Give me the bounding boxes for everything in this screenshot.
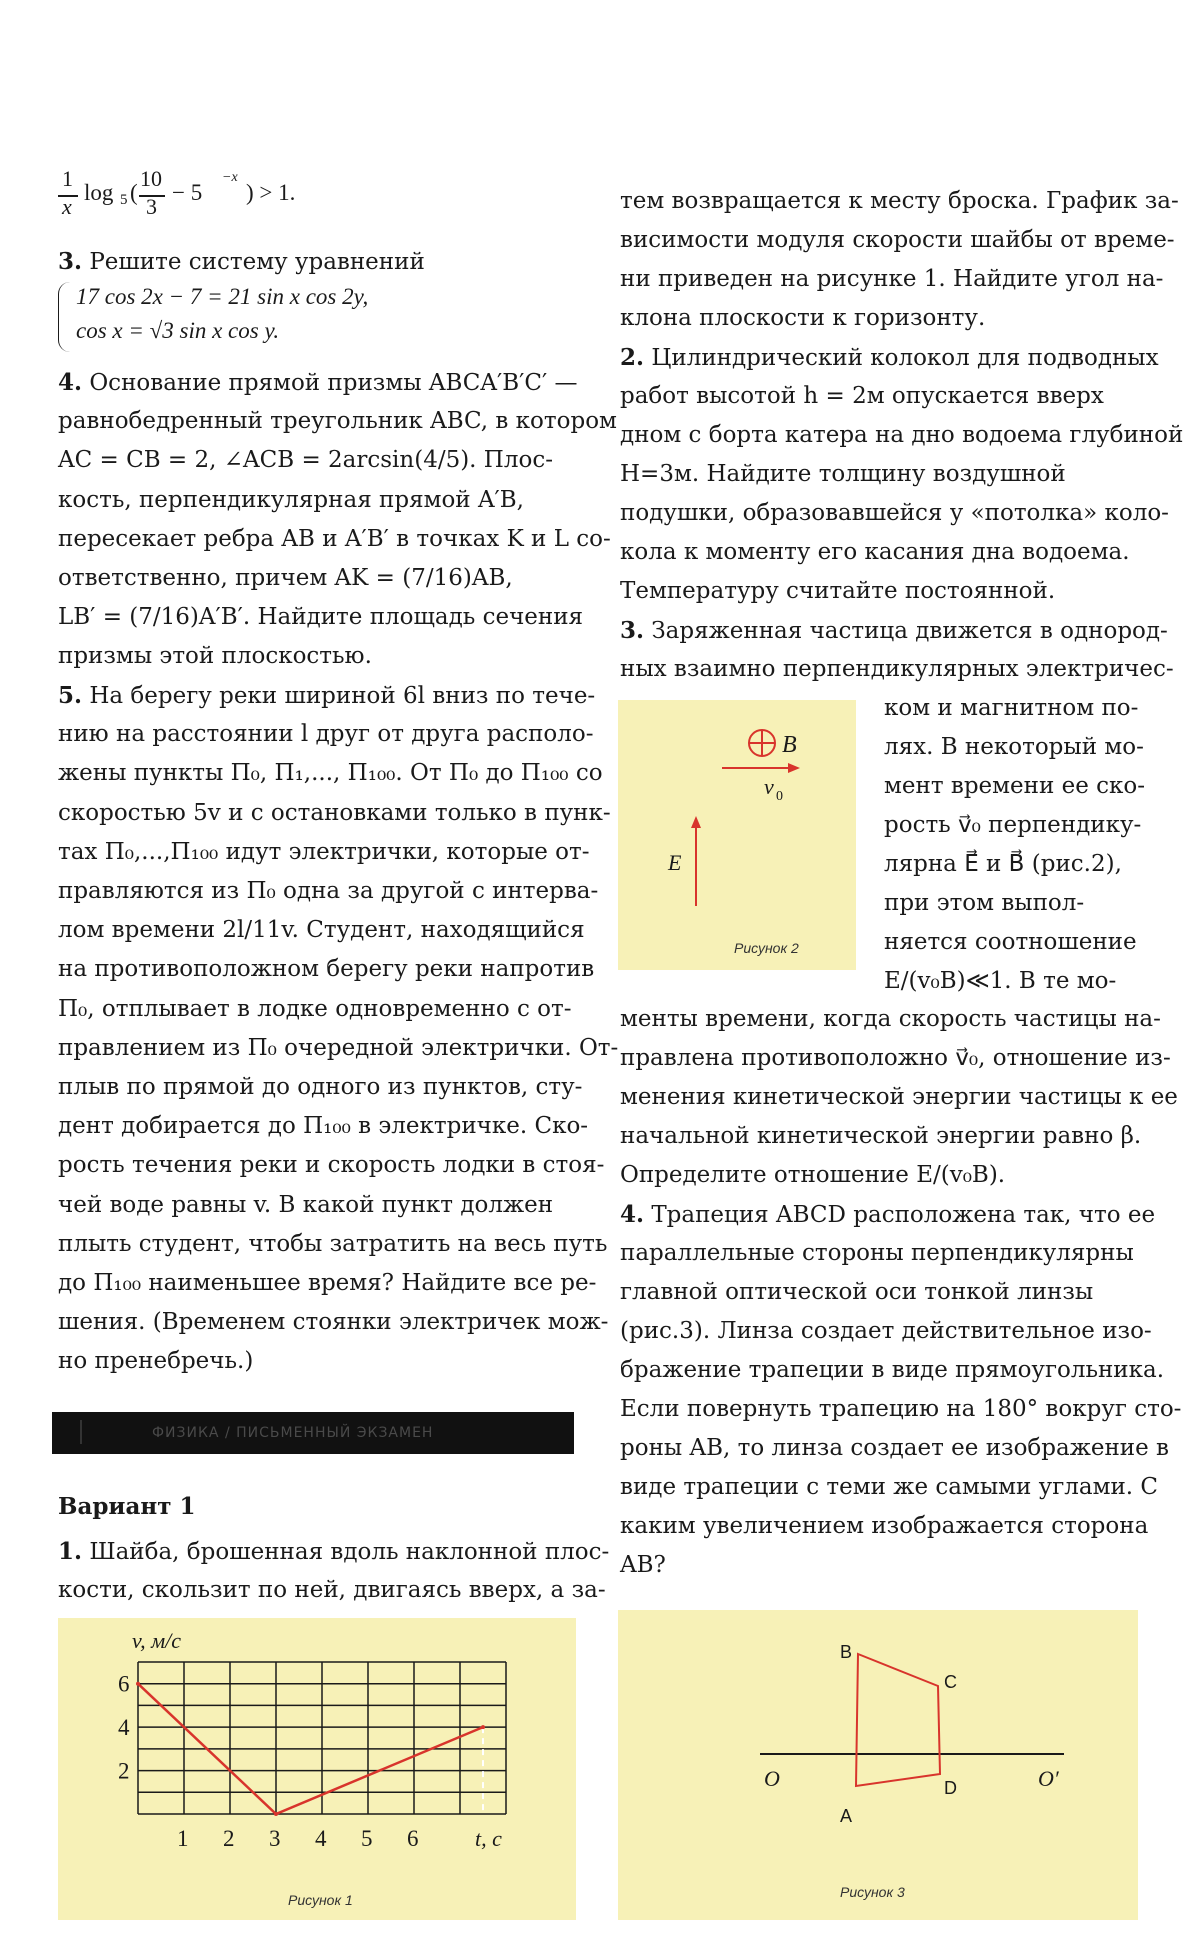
text-line	[58, 1571, 606, 1610]
y-tick-label: 4	[118, 1715, 130, 1741]
text-line	[620, 1507, 1148, 1546]
text-line	[58, 872, 598, 911]
line-text: правляются из П₀ одна за другой с интерва-	[58, 878, 599, 904]
line-text: на противоположном берегу реки напротив	[58, 956, 595, 983]
formula-base: 5	[120, 192, 128, 208]
text-line	[58, 363, 577, 403]
line-text: роны AB, то линза создает ее изображение в	[620, 1435, 1170, 1461]
line-text: Трапеция ABCD расположена так, что ее	[651, 1202, 1156, 1228]
point-d-label: D	[944, 1778, 957, 1798]
text-line	[884, 962, 1116, 1001]
text-line	[620, 650, 1174, 689]
text-line	[620, 182, 1179, 221]
line-text: Определите отношение E/(v₀B).	[620, 1162, 1006, 1188]
text-line	[58, 911, 585, 950]
formula-one: 1	[62, 166, 73, 191]
line-text: лярна E⃗ и B⃗ (рис.2),	[884, 851, 1122, 877]
text-line	[884, 884, 1084, 923]
line-text: шения. (Временем стоянки электричек мож-	[58, 1309, 609, 1336]
line-text: лях. В некоторый мо-	[884, 734, 1144, 760]
line-text: AB?	[620, 1552, 666, 1578]
line-text: плыть студент, чтобы затратить на весь путь	[58, 1230, 608, 1257]
line-text: висимости модуля скорости шайбы от време-	[620, 227, 1175, 253]
text-line	[620, 260, 1163, 299]
formula-ten: 10	[140, 166, 162, 191]
line-text: виде трапеции с теми же самыми углами. С	[620, 1474, 1159, 1500]
line-text: при этом выпол-	[884, 890, 1085, 916]
text-line	[620, 1117, 1141, 1156]
text-line	[620, 299, 985, 338]
text-line	[58, 950, 594, 989]
line-text: но пренебречь.)	[58, 1348, 254, 1375]
line-text: рость v⃗₀ перпендику-	[884, 812, 1142, 838]
velocity-arrowhead	[788, 763, 800, 773]
y-tick-label: 6	[118, 1671, 130, 1697]
text-line	[58, 676, 595, 716]
problem-number: 4.	[620, 1201, 645, 1228]
problem-3-text: Решите систему уравнений	[89, 249, 425, 275]
line-text: Цилиндрический колокол для подводных	[651, 345, 1159, 371]
text-line	[58, 1303, 608, 1342]
line-text: чей воде равны v. В какой пункт должен	[58, 1191, 554, 1218]
text-line	[58, 1029, 618, 1068]
text-line	[620, 1351, 1164, 1390]
banner-text: ФИЗИКА / ПИСЬМЕННЫЙ ЭКЗАМЕН	[152, 1425, 434, 1441]
line-text: менения кинетической энергии частицы к ее	[620, 1084, 1178, 1110]
text-line	[620, 1468, 1158, 1507]
text-line	[58, 1532, 609, 1572]
text-line	[620, 1039, 1171, 1078]
text-line	[620, 377, 1104, 416]
text-line	[620, 1273, 1093, 1312]
text-line	[58, 1146, 604, 1185]
axis-right-label: O′	[1038, 1766, 1059, 1791]
problem-number: 1.	[58, 1538, 83, 1565]
text-line	[58, 754, 603, 793]
banner-mark	[80, 1420, 82, 1444]
text-line	[620, 1312, 1152, 1351]
line-text: бражение трапеции в виде прямоугольника.	[620, 1357, 1165, 1383]
x-tick-label: 6	[407, 1826, 419, 1851]
section-banner	[52, 1412, 574, 1454]
text-line	[884, 767, 1145, 806]
trapezoid-abcd	[856, 1654, 940, 1786]
problem-number: 2.	[620, 344, 645, 371]
line-text: лом времени 2l/11v. Студент, находящийся	[58, 917, 585, 944]
figure-2	[618, 700, 856, 970]
point-b-label: B	[840, 1642, 853, 1662]
text-line	[620, 1429, 1169, 1468]
text-line	[620, 416, 1183, 455]
formula-three: 3	[146, 194, 157, 219]
text-line	[620, 1390, 1181, 1429]
line-text: клона плоскости к горизонту.	[620, 305, 986, 331]
figure-3-caption: Рисунок 3	[840, 1884, 905, 1900]
y-tick-label: 2	[118, 1758, 130, 1784]
problem-3-eq2: cos x = √3 sin x cos y.	[76, 318, 280, 343]
line-text: ни приведен на рисунке 1. Найдите угол на-	[620, 266, 1164, 292]
line-text: менты времени, когда скорость частицы на-	[620, 1006, 1161, 1032]
figure-3	[618, 1610, 1138, 1920]
text-line	[58, 441, 553, 480]
axis-left-label: O	[764, 1766, 780, 1791]
text-line	[58, 637, 372, 676]
text-line	[620, 572, 1055, 611]
text-line	[620, 338, 1159, 378]
text-line	[620, 494, 1169, 533]
text-line	[58, 715, 593, 754]
text-line	[58, 559, 513, 598]
line-text: П₀, отплывает в лодке одновременно с от-	[58, 995, 572, 1022]
line-text: Основание прямой призмы ABCA′B′C′ —	[89, 370, 578, 396]
text-line	[58, 402, 617, 441]
x-tick-label: 2	[223, 1826, 235, 1851]
line-text: до П₁₀₀ наименьшее время? Найдите все ре-	[58, 1270, 597, 1296]
point-a-label: A	[840, 1806, 853, 1826]
series-point	[136, 1682, 140, 1686]
line-text: призмы этой плоскостью.	[58, 643, 372, 670]
line-text: кость, перпендикулярная прямой A′B,	[58, 486, 524, 513]
e-label: E	[668, 850, 682, 875]
text-line	[620, 1078, 1178, 1117]
text-line	[620, 1000, 1161, 1039]
text-line	[58, 1225, 607, 1264]
system-brace	[58, 282, 73, 352]
figure-2-diagram	[618, 700, 856, 970]
line-text: дном с борта катера на дно водоема глубиной	[620, 422, 1184, 448]
text-line	[884, 923, 1137, 962]
text-line	[58, 1068, 582, 1107]
v-label: v	[764, 774, 774, 799]
figure-2-caption: Рисунок 2	[734, 940, 799, 956]
text-line	[58, 598, 583, 637]
text-line	[620, 1546, 666, 1585]
line-text: няется соотношение	[884, 929, 1137, 955]
figure-1	[58, 1618, 576, 1920]
line-text: плыв по прямой до одного из пунктов, сту-	[58, 1074, 583, 1100]
variant-heading: Вариант 1	[58, 1493, 196, 1520]
line-text: мент времени ее ско-	[884, 773, 1146, 799]
point-c-label: C	[944, 1672, 957, 1692]
paren-open: (	[130, 180, 138, 205]
problem-number: 3.	[620, 617, 645, 644]
line-text: H=3м. Найдите толщину воздушной	[620, 461, 1066, 487]
text-line	[620, 1156, 1005, 1195]
line-text: AC = CB = 2, ∠ACB = 2arcsin(4/5). Плос-	[58, 447, 553, 474]
line-text: ответственно, причем AK = (7/16)AB,	[58, 565, 513, 591]
line-text: подушки, образовавшейся у «потолка» коло-	[620, 500, 1169, 526]
x-tick-label: 3	[269, 1826, 281, 1851]
text-line	[58, 794, 611, 833]
text-line	[620, 455, 1066, 494]
figure-1-caption: Рисунок 1	[288, 1892, 353, 1908]
problem-3-title	[58, 242, 425, 282]
figure-3-diagram	[618, 1610, 1138, 1920]
formula-exp: −x	[222, 170, 238, 185]
text-line	[620, 611, 1168, 651]
line-text: Если повернуть трапецию на 180° вокруг сто-	[620, 1396, 1182, 1422]
text-line	[620, 1195, 1155, 1235]
line-text: равнобедренный треугольник ABC, в котором	[58, 408, 617, 435]
line-text: На берегу реки шириной 6l вниз по тече-	[89, 683, 596, 709]
line-text: тем возвращается к месту броска. График за-	[620, 188, 1179, 214]
series-point	[274, 1812, 278, 1816]
line-text: кола к моменту его касания дна водоема.	[620, 539, 1130, 565]
text-line	[884, 728, 1144, 767]
x-axis-label: t, с	[475, 1826, 502, 1851]
line-text: E/(v₀B)≪1. В те мо-	[884, 968, 1117, 994]
text-line	[884, 689, 1138, 728]
y-axis-label: v, м/с	[132, 1628, 182, 1653]
line-text: дент добирается до П₁₀₀ в электричке. Ско-	[58, 1113, 589, 1140]
b-label: B	[782, 732, 797, 758]
text-line	[58, 990, 572, 1029]
text-line	[620, 221, 1175, 260]
x-tick-label: 5	[361, 1826, 373, 1851]
text-line	[620, 533, 1130, 572]
text-line	[58, 1186, 553, 1225]
x-tick-label: 1	[177, 1826, 189, 1851]
line-text: правлением из П₀ очередной электрички. От-	[58, 1034, 619, 1061]
e-field-arrowhead	[691, 816, 701, 828]
problem-number: 4.	[58, 369, 83, 396]
problem-3-eq1: 17 cos 2x − 7 = 21 sin x cos 2y,	[76, 284, 369, 309]
problem-number: 5.	[58, 682, 83, 709]
line-text: начальной кинетической энергии равно β.	[620, 1123, 1142, 1149]
line-text: работ высотой h = 2м опускается вверх	[620, 383, 1104, 409]
text-line	[58, 1264, 596, 1303]
formula-log: log	[84, 180, 114, 205]
line-text: правлена противоположно v⃗₀, отношение из-	[620, 1045, 1171, 1071]
series-point	[481, 1725, 485, 1729]
text-line	[620, 1234, 1134, 1273]
figure-1-chart	[58, 1618, 576, 1920]
line-text: тах П₀,...,П₁₀₀ идут электрички, которые от-	[58, 838, 590, 865]
line-text: Шайба, брошенная вдоль наклонной плос-	[89, 1539, 610, 1565]
line-text: жены пункты П₀, П₁,..., П₁₀₀. От П₀ до П₁₀₀ со	[58, 760, 603, 787]
line-text: параллельные стороны перпендикулярны	[620, 1240, 1134, 1266]
text-line	[58, 481, 524, 520]
formula-rhs: ) > 1.	[246, 180, 296, 205]
line-text: Температуру считайте постоянной.	[620, 578, 1056, 604]
line-text: ком и магнитном по-	[884, 695, 1139, 721]
line-text: LB′ = (7/16)A′B′. Найдите площадь сечения	[58, 604, 584, 631]
line-text: нию на расстоянии l друг от друга располо-	[58, 721, 594, 748]
line-text: кости, скользит по ней, двигаясь вверх, а за-	[58, 1577, 606, 1603]
x-tick-label: 4	[315, 1826, 327, 1851]
text-line	[884, 845, 1122, 884]
text-line	[58, 833, 590, 872]
problem-3-number: 3.	[58, 248, 83, 275]
text-line	[884, 806, 1141, 845]
line-text: главной оптической оси тонкой линзы	[620, 1279, 1094, 1305]
text-line	[58, 1342, 253, 1381]
line-text: рость течения реки и скорость лодки в стоя-	[58, 1152, 605, 1179]
line-text: скоростью 5v и с остановками только в пунк-	[58, 799, 611, 826]
line-text: пересекает ребра AB и A′B′ в точках K и L со-	[58, 525, 611, 552]
formula-line	[58, 166, 358, 230]
v-subscript: 0	[776, 789, 783, 804]
line-text: каким увеличением изображается сторона	[620, 1513, 1149, 1539]
line-text: Заряженная частица движется в однород-	[651, 618, 1168, 644]
line-text: ных взаимно перпендикулярных электричес-	[620, 656, 1174, 682]
formula-tail: − 5	[172, 180, 203, 205]
text-line	[58, 520, 611, 559]
formula-x: x	[62, 194, 72, 219]
line-text: (рис.3). Линза создает действительное изо-	[620, 1318, 1152, 1344]
text-line	[58, 1107, 588, 1146]
